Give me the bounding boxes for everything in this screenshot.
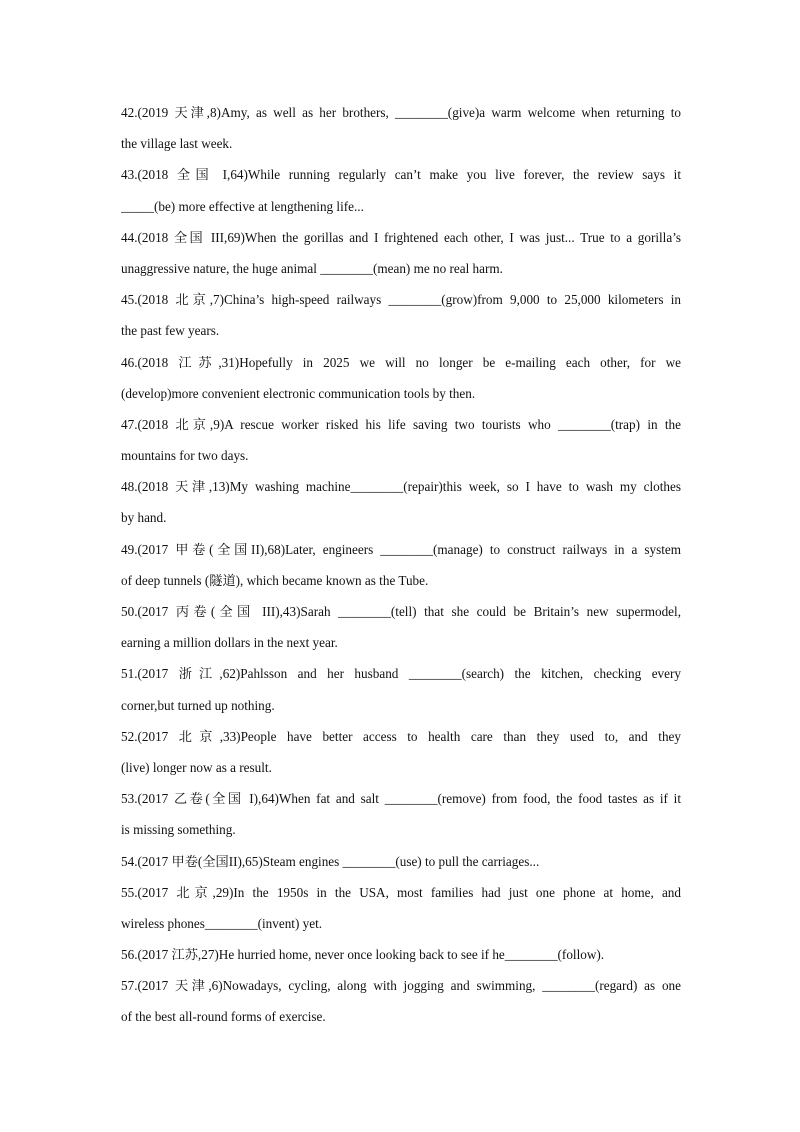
question-line: the village last week. [121, 136, 233, 152]
question-line: of deep tunnels (隧道), which became known as the Tube. [121, 572, 429, 588]
question-line: 53.(2017 乙卷(全国 I),64)When fat and salt ________(remove) from food, the food tastes as if it [121, 791, 681, 807]
question-46 [121, 347, 681, 409]
question-line: mountains for two days. [121, 448, 249, 464]
question-line: 42.(2019 天津,8)Amy, as well as her brothers, ________(give)a warm welcome when returning to [121, 105, 681, 120]
question-line: of the best all-round forms of exercise. [121, 1009, 326, 1025]
question-43 [121, 159, 681, 221]
question-45 [121, 284, 681, 346]
question-line: 57.(2017 天津,6)Nowadays, cycling, along with jogging and swimming, ________(regard) as one [121, 978, 681, 994]
question-line: unaggressive nature, the huge animal ________(mean) me no real harm. [121, 260, 503, 276]
question-line: earning a million dollars in the next year. [121, 635, 338, 651]
question-line: _____(be) more effective at lengthening life... [121, 198, 364, 214]
question-56 [121, 939, 681, 970]
question-47 [121, 409, 681, 471]
question-51 [121, 658, 681, 720]
question-line: the past few years. [121, 323, 220, 339]
question-line: 54.(2017 甲卷(全国II),65)Steam engines ________(use) to pull the carriages... [121, 853, 540, 869]
question-52 [121, 721, 681, 783]
question-49 [121, 534, 681, 596]
question-line: 45.(2018 北京,7)China’s high-speed railways ________(grow)from 9,000 to 25,000 kilometers in [121, 292, 681, 308]
question-line: corner,but turned up nothing. [121, 697, 275, 713]
question-line: 56.(2017 江苏,27)He hurried home, never once looking back to see if he________(follow). [121, 947, 605, 963]
question-line: 48.(2018 天津,13)My washing machine________(repair)this week, so I have to wash my clothes [121, 479, 681, 495]
question-line: 44.(2018 全国 III,69)When the gorillas and I frightened each other, I was just... True to a gorilla’s [121, 229, 681, 245]
question-50 [121, 596, 681, 658]
question-line: 47.(2018 北京,9)A rescue worker risked his life saving two tourists who ________(trap) in the [121, 416, 681, 432]
question-line: 49.(2017 甲卷(全国II),68)Later, engineers ________(manage) to construct railways in a system [121, 541, 681, 557]
question-55 [121, 877, 681, 939]
question-line: by hand. [121, 510, 167, 526]
question-line: is missing something. [121, 822, 236, 838]
question-44 [121, 222, 681, 284]
question-line: (develop)more convenient electronic communication tools by then. [121, 385, 476, 401]
question-line: 50.(2017 丙卷(全国 III),43)Sarah ________(tell) that she could be Britain’s new supermodel, [121, 604, 681, 619]
question-line: 51.(2017 浙江,62)Pahlsson and her husband ________(search) the kitchen, checking every [121, 666, 681, 682]
question-54 [121, 846, 681, 877]
question-line: wireless phones________(invent) yet. [121, 915, 323, 931]
question-42 [121, 97, 681, 159]
question-line: 46.(2018 江苏,31)Hopefully in 2025 we will no longer be e-mailing each other, for we [121, 354, 681, 370]
question-53 [121, 783, 681, 845]
question-line: 43.(2018 全国 I,64)While running regularly can’t make you live forever, the review says it [121, 167, 681, 183]
exercise-page [121, 97, 681, 1033]
question-line: 55.(2017 北京,29)In the 1950s in the USA, most families had just one phone at home, and [121, 884, 681, 900]
question-line: 52.(2017 北京,33)People have better access to health care than they used to, and they [121, 728, 681, 744]
question-57 [121, 970, 681, 1032]
question-48 [121, 471, 681, 533]
question-line: (live) longer now as a result. [121, 759, 272, 775]
